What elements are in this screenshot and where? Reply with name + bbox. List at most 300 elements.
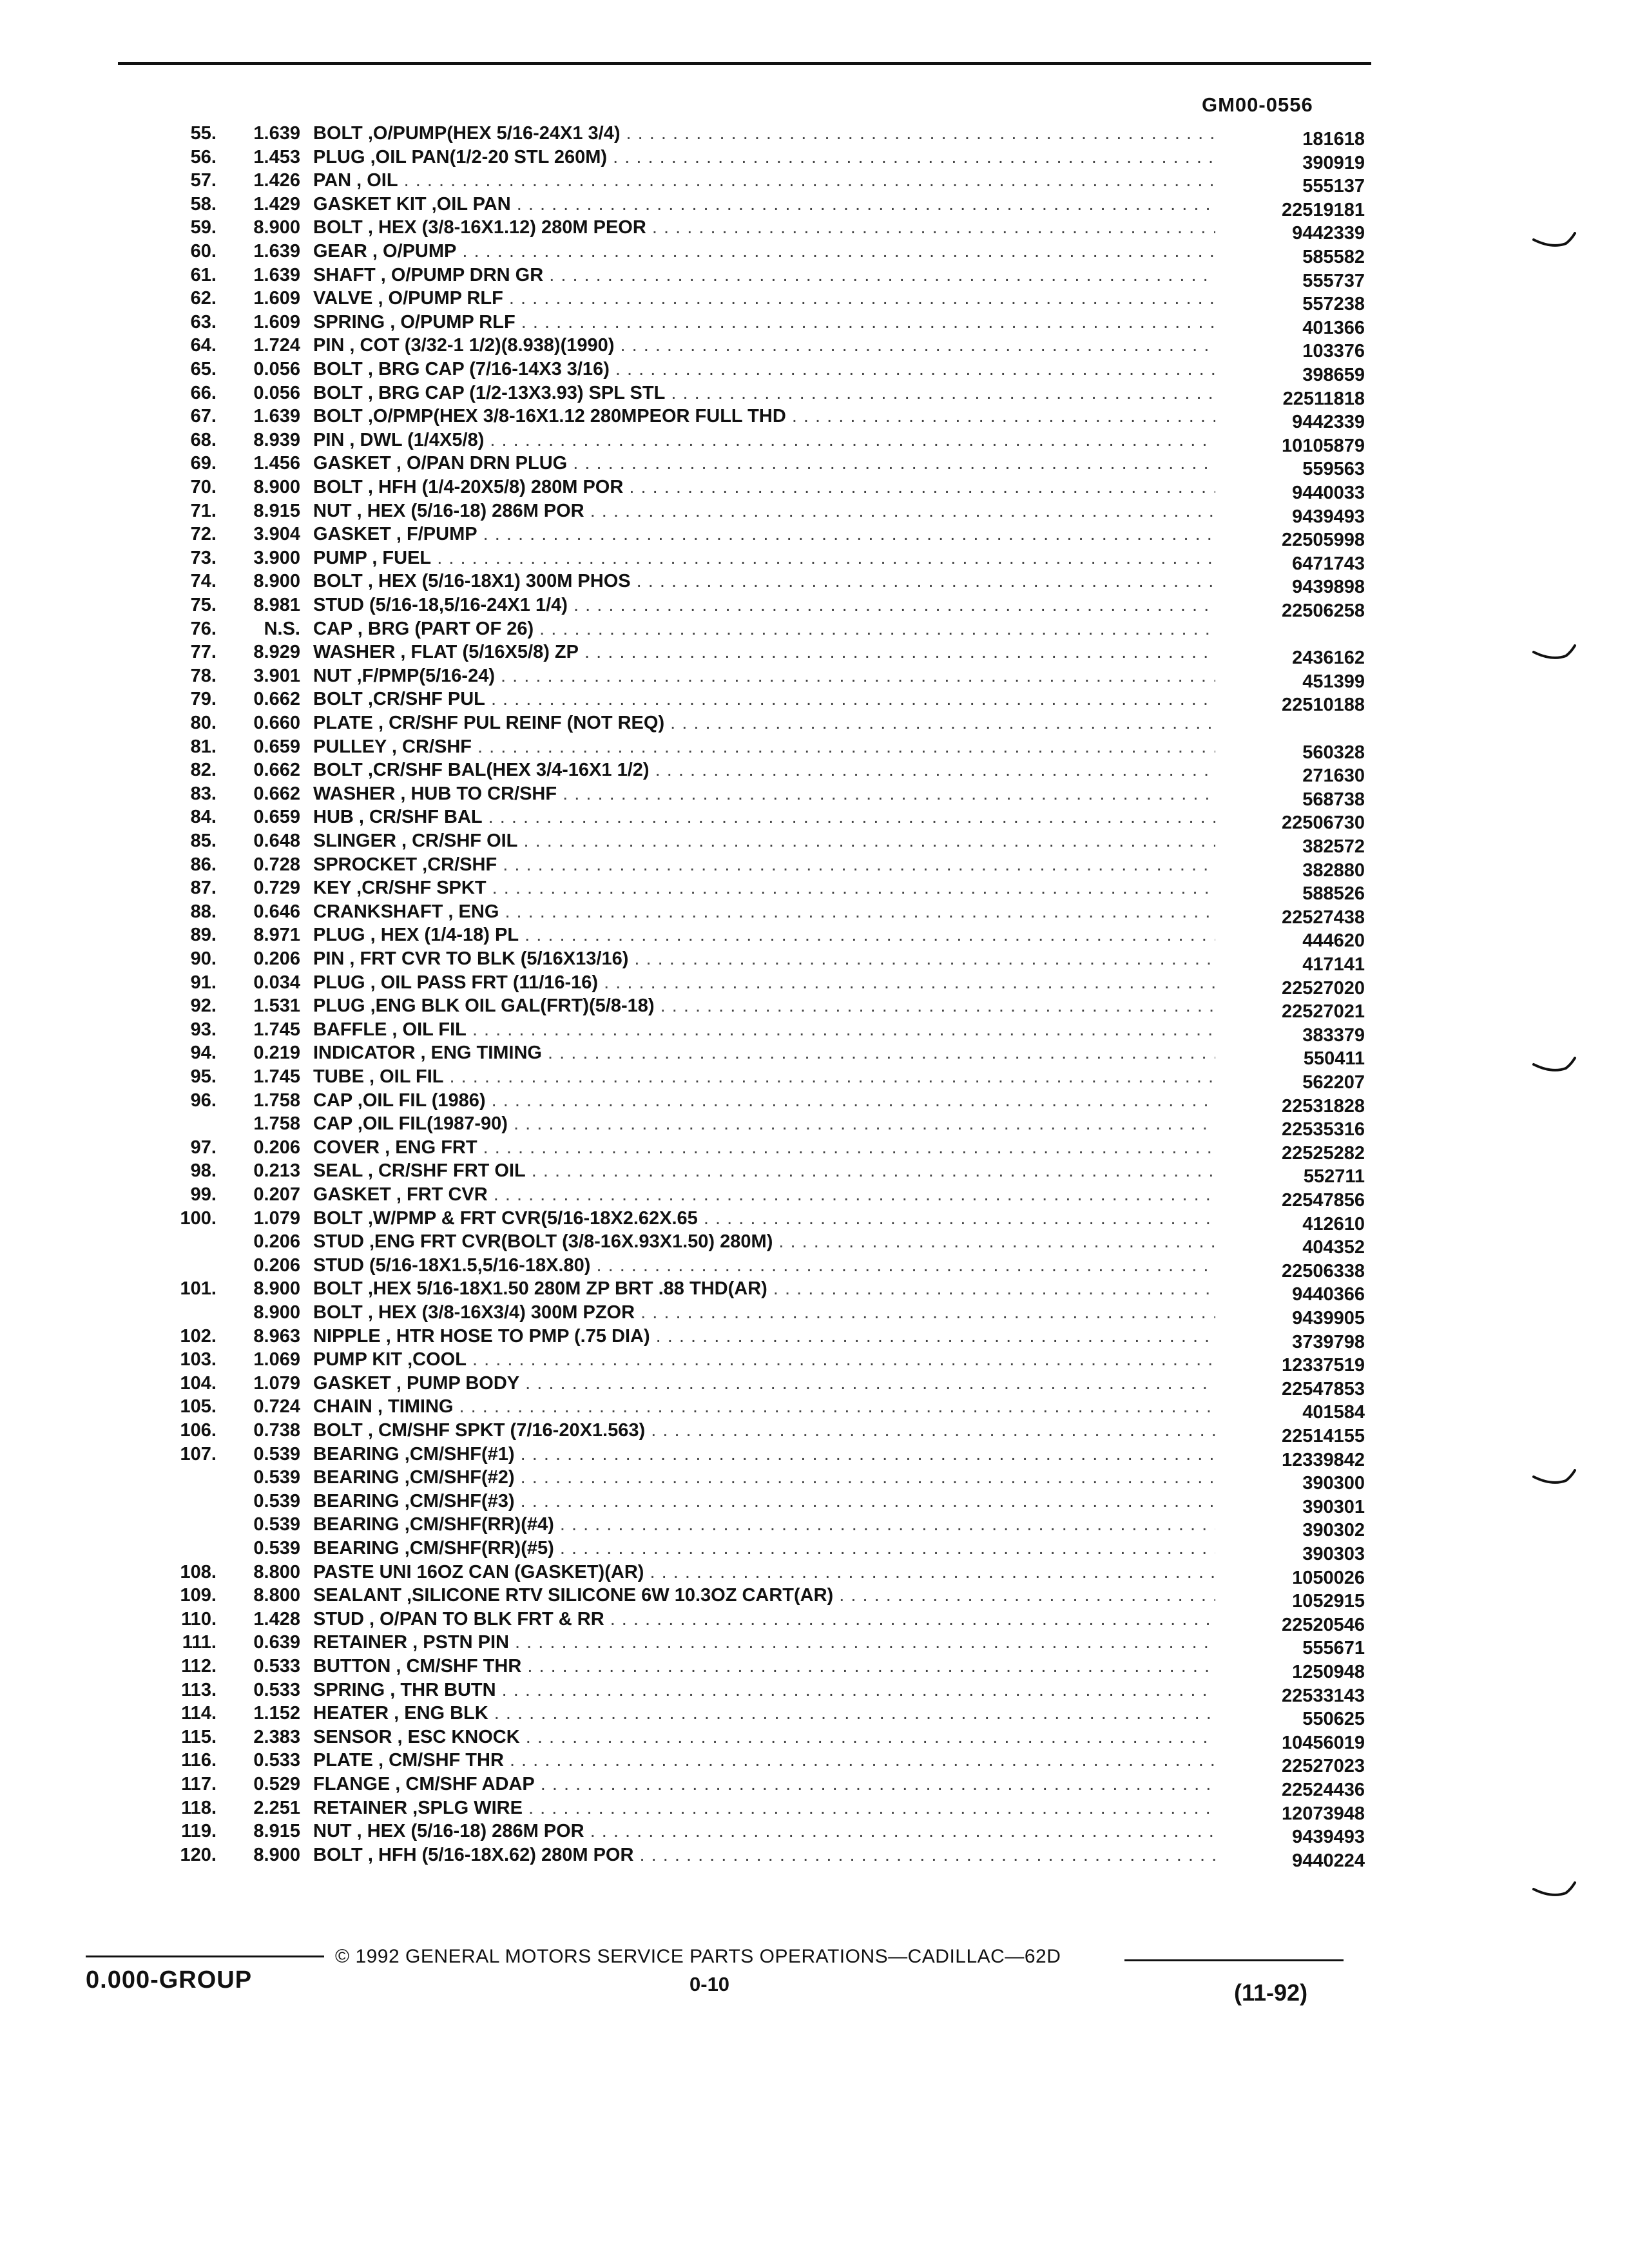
group-number: 0.206 [253, 1137, 300, 1158]
group-number: 8.900 [253, 571, 300, 592]
part-description: PUMP KIT ,COOL . . . [313, 1349, 1215, 1370]
part-number: 9439493 [1292, 506, 1365, 527]
part-description: BOLT , HFH (5/16-18X.62) 280M POR . . . [313, 1844, 1215, 1866]
group-number: 0.662 [253, 760, 300, 781]
part-number: 12337519 [1281, 1355, 1365, 1376]
group-number: 1.639 [253, 264, 300, 285]
part-number: 22520546 [1281, 1614, 1365, 1635]
group-number: 1.079 [253, 1207, 300, 1229]
part-description: SEALANT ,SILICONE RTV SILICONE 6W 10.3OZ CART(AR) . . . [313, 1584, 1215, 1606]
group-number: 2.383 [253, 1726, 300, 1747]
part-description: STUD , O/PAN TO BLK FRT & RR . . . [313, 1608, 1215, 1630]
group-number: 8.900 [253, 477, 300, 497]
part-description: PULLEY , CR/SHF . . . [313, 736, 1215, 758]
ref-number: 113. [181, 1679, 217, 1700]
part-number: 568738 [1302, 789, 1365, 810]
part-number: 560328 [1302, 742, 1365, 763]
ref-number: 95. [190, 1066, 217, 1087]
table-row [0, 1042, 1629, 1070]
table-row [0, 358, 1629, 385]
ref-number: 72. [190, 524, 217, 545]
table-row [0, 594, 1629, 621]
part-description: GEAR , O/PUMP . . . [313, 240, 1215, 262]
ref-number: 101. [180, 1278, 217, 1300]
part-number: 6471743 [1292, 553, 1365, 574]
group-number: 0.207 [253, 1184, 300, 1205]
group-number: 8.800 [253, 1585, 300, 1606]
group-number: 8.963 [253, 1325, 300, 1347]
group-number: 1.639 [253, 123, 300, 144]
table-row [0, 476, 1629, 503]
part-number: 181618 [1302, 129, 1365, 149]
part-description: BOLT ,HEX 5/16-18X1.50 280M ZP BRT .88 THD(AR) . . . [313, 1278, 1215, 1300]
group-number: 8.939 [253, 429, 300, 450]
part-description: BOLT , HEX (3/8-16X3/4) 300M PZOR . . . [313, 1302, 1215, 1323]
part-description: HUB , CR/SHF BAL . . . [313, 806, 1215, 828]
part-description: SHAFT , O/PUMP DRN GR . . . [313, 264, 1215, 286]
ref-number: 103. [180, 1349, 217, 1370]
group-number: 8.800 [253, 1561, 300, 1582]
ref-number: 61. [190, 264, 217, 285]
part-number: 22533143 [1281, 1685, 1365, 1706]
table-row [0, 1231, 1629, 1258]
table-row [0, 452, 1629, 480]
ref-number: 100. [180, 1207, 217, 1229]
table-row [0, 901, 1629, 928]
part-description: SLINGER , CR/SHF OIL . . . [313, 830, 1215, 852]
group-number: 0.034 [253, 972, 300, 993]
group-number: 1.453 [253, 146, 300, 168]
group-number: 0.724 [253, 1396, 300, 1418]
ref-number: 66. [190, 382, 217, 403]
table-row [0, 712, 1629, 734]
part-number: 9440366 [1292, 1284, 1365, 1305]
part-number: 559563 [1302, 459, 1365, 480]
group-number: 0.662 [253, 689, 300, 710]
ref-number: 94. [190, 1043, 217, 1064]
table-row [0, 1773, 1629, 1800]
ref-number: 63. [190, 311, 217, 332]
ref-number: 107. [180, 1443, 217, 1465]
group-number: 8.900 [253, 1278, 300, 1300]
binder-mark-icon [1532, 644, 1577, 661]
part-number: 22505998 [1281, 530, 1365, 551]
ref-number: 79. [190, 689, 217, 710]
part-description: PASTE UNI 16OZ CAN (GASKET)(AR) . . . [313, 1561, 1215, 1583]
part-number: 398659 [1302, 365, 1365, 385]
table-row [0, 759, 1629, 787]
part-description: INDICATOR , ENG TIMING . . . [313, 1042, 1215, 1064]
part-number: 22531828 [1281, 1095, 1365, 1117]
part-number: 12073948 [1281, 1803, 1365, 1824]
part-description: BOLT ,CR/SHF PUL . . . [313, 688, 1215, 710]
part-number: 12339842 [1281, 1449, 1365, 1470]
group-number: 0.639 [253, 1632, 300, 1653]
part-description: BEARING ,CM/SHF(#1) . . . [313, 1443, 1215, 1465]
group-number: 0.539 [253, 1467, 300, 1488]
part-description: BOLT ,W/PMP & FRT CVR(5/16-18X2.62X.65 . . . [313, 1207, 1215, 1229]
table-row [0, 193, 1629, 220]
part-description: CAP ,OIL FIL(1987-90) . . . [313, 1113, 1215, 1135]
group-number: 8.900 [253, 1302, 300, 1323]
table-row [0, 169, 1629, 197]
date-code: (11-92) [1234, 1979, 1308, 2006]
part-description: CHAIN , TIMING . . . [313, 1396, 1215, 1418]
part-description: NIPPLE , HTR HOSE TO PMP (.75 DIA) . . . [313, 1325, 1215, 1347]
group-number: N.S. [264, 618, 300, 639]
part-description: COVER , ENG FRT . . . [313, 1137, 1215, 1158]
ref-number: 73. [190, 547, 217, 568]
ref-number: 93. [190, 1019, 217, 1040]
group-number: 0.206 [253, 1231, 300, 1253]
ref-number: 111. [182, 1632, 217, 1653]
part-number: 22527438 [1281, 907, 1365, 928]
ref-number: 109. [180, 1585, 217, 1606]
part-description: CRANKSHAFT , ENG . . . [313, 901, 1215, 923]
binder-mark-icon [1532, 1469, 1577, 1486]
ref-number: 88. [190, 901, 217, 922]
ref-number: 70. [190, 477, 217, 497]
part-description: BEARING ,CM/SHF(#2) . . . [313, 1466, 1215, 1488]
part-description: PLUG ,OIL PAN(1/2-20 STL 260M) . . . [313, 146, 1215, 168]
part-description: FLANGE , CM/SHF ADAP . . . [313, 1773, 1215, 1795]
part-number: 557238 [1302, 294, 1365, 315]
ref-number: 104. [180, 1372, 217, 1394]
table-row [0, 216, 1629, 244]
table-row [0, 1820, 1629, 1848]
part-number: 550411 [1303, 1048, 1365, 1070]
part-number: 552711 [1303, 1166, 1365, 1187]
ref-number: 120. [180, 1844, 217, 1865]
part-number: 271630 [1302, 765, 1365, 787]
ref-number: 92. [190, 995, 217, 1017]
ref-number: 91. [190, 972, 217, 993]
part-description: VALVE , O/PUMP RLF . . . [313, 287, 1215, 309]
table-row [0, 287, 1629, 315]
binder-mark-icon [1532, 232, 1577, 249]
part-description: GASKET , FRT CVR . . . [313, 1184, 1215, 1206]
part-description: BUTTON , CM/SHF THR . . . [313, 1655, 1215, 1677]
group-number: 3.900 [253, 547, 300, 568]
table-row [0, 1749, 1629, 1777]
part-description: PIN , FRT CVR TO BLK (5/16X13/16) . . . [313, 948, 1215, 970]
ref-number: 96. [190, 1090, 217, 1111]
part-number: 22514155 [1281, 1426, 1365, 1446]
group-number: 0.646 [253, 901, 300, 922]
part-description: BOLT , HEX (3/8-16X1.12) 280M PEOR . . . [313, 216, 1215, 238]
group-number: 0.213 [253, 1160, 300, 1182]
table-row [0, 948, 1629, 975]
ref-number: 117. [181, 1774, 217, 1794]
ref-number: 97. [190, 1137, 217, 1158]
part-number: 1250948 [1292, 1662, 1365, 1682]
part-description: PAN , OIL . . . [313, 169, 1215, 191]
part-description: PLUG , HEX (1/4-18) PL . . . [313, 924, 1215, 946]
ref-number: 76. [190, 618, 217, 639]
part-number: 10105879 [1281, 435, 1365, 456]
table-row [0, 1702, 1629, 1730]
part-number: 2436162 [1292, 648, 1365, 669]
table-row [0, 311, 1629, 338]
part-description: PLATE , CR/SHF PUL REINF (NOT REQ) . . . [313, 712, 1215, 734]
group-number: 8.915 [253, 1821, 300, 1842]
part-description: SEAL , CR/SHF FRT OIL . . . [313, 1160, 1215, 1182]
footer-rule-right [1124, 1959, 1344, 1961]
part-number: 383379 [1302, 1024, 1365, 1046]
part-description: BOLT , BRG CAP (7/16-14X3 3/16) . . . [313, 358, 1215, 380]
table-row [0, 995, 1629, 1023]
part-description: BOLT , BRG CAP (1/2-13X3.93) SPL STL . . . [313, 382, 1215, 404]
group-number: 0.729 [253, 878, 300, 899]
table-row [0, 1443, 1629, 1470]
top-rule [118, 62, 1371, 65]
table-row [0, 854, 1629, 881]
part-description: BOLT , HFH (1/4-20X5/8) 280M POR . . . [313, 476, 1215, 498]
ref-number: 74. [190, 571, 217, 592]
table-row [0, 1184, 1629, 1211]
table-row [0, 1160, 1629, 1187]
group-number: 0.056 [253, 382, 300, 403]
table-row [0, 1466, 1629, 1494]
group-number: 1.456 [253, 453, 300, 474]
table-row [0, 1419, 1629, 1446]
part-description: TUBE , OIL FIL . . . [313, 1066, 1215, 1088]
group-number: 0.056 [253, 359, 300, 380]
ref-number: 110. [181, 1608, 217, 1629]
ref-number: 78. [190, 665, 217, 686]
table-row [0, 641, 1629, 669]
table-row [0, 1537, 1629, 1564]
part-number: 9442339 [1292, 223, 1365, 244]
group-number: 1.428 [253, 1608, 300, 1629]
table-row [0, 736, 1629, 763]
part-description: PUMP , FUEL . . . [313, 547, 1215, 569]
part-description: BEARING ,CM/SHF(RR)(#4) . . . [313, 1514, 1215, 1535]
part-number: 401366 [1302, 317, 1365, 338]
table-row [0, 1844, 1629, 1871]
table-row [0, 1655, 1629, 1682]
group-number: 0.539 [253, 1490, 300, 1512]
table-row [0, 1066, 1629, 1093]
part-description: STUD ,ENG FRT CVR(BOLT (3/8-16X.93X1.50) 280M) . . . [313, 1231, 1215, 1253]
group-number: 0.738 [253, 1420, 300, 1441]
table-row [0, 1608, 1629, 1635]
group-number: 1.531 [253, 995, 300, 1017]
ref-number: 106. [180, 1420, 217, 1441]
table-row [0, 618, 1629, 640]
ref-number: 57. [190, 170, 217, 191]
group-number: 0.219 [253, 1043, 300, 1064]
table-row [0, 783, 1629, 810]
table-row [0, 1514, 1629, 1541]
part-number: 103376 [1302, 341, 1365, 362]
ref-number: 86. [190, 854, 217, 875]
copyright-line: © 1992 GENERAL MOTORS SERVICE PARTS OPERATIONS—CADILLAC—62D [335, 1946, 1061, 1967]
part-description: KEY ,CR/SHF SPKT . . . [313, 877, 1215, 899]
part-number: 451399 [1302, 671, 1365, 692]
ref-number: 116. [181, 1750, 217, 1771]
part-description: RETAINER , PSTN PIN . . . [313, 1631, 1215, 1653]
table-row [0, 1302, 1629, 1329]
part-description: STUD (5/16-18X1.5,5/16-18X.80) . . . [313, 1254, 1215, 1276]
group-number: 1.639 [253, 241, 300, 262]
ref-number: 80. [190, 713, 217, 733]
ref-number: 99. [190, 1184, 217, 1205]
part-description: SPRING , O/PUMP RLF . . . [313, 311, 1215, 333]
group-number: 0.533 [253, 1656, 300, 1677]
part-description: BEARING ,CM/SHF(RR)(#5) . . . [313, 1537, 1215, 1559]
group-number: 3.904 [253, 524, 300, 545]
group-number: 1.745 [253, 1019, 300, 1040]
ref-number: 62. [190, 288, 217, 309]
table-row [0, 146, 1629, 173]
part-number: 22519181 [1281, 199, 1365, 220]
part-description: CAP , BRG (PART OF 26) . . . [313, 618, 1215, 640]
table-row [0, 122, 1629, 149]
ref-number: 112. [181, 1656, 217, 1677]
part-description: GASKET , O/PAN DRN PLUG . . . [313, 452, 1215, 474]
ref-number: 83. [190, 783, 217, 804]
part-number: 22535316 [1281, 1119, 1365, 1140]
table-row [0, 1278, 1629, 1305]
ref-number: 114. [181, 1703, 217, 1724]
part-number: 9439493 [1292, 1827, 1365, 1848]
part-number: 390301 [1302, 1496, 1365, 1517]
part-description: SENSOR , ESC KNOCK . . . [313, 1726, 1215, 1748]
page-number: 0-10 [689, 1973, 730, 1995]
group-label: 0.000-GROUP [86, 1966, 253, 1994]
group-number: 8.915 [253, 500, 300, 521]
part-number: 22511818 [1282, 388, 1365, 409]
part-description: HEATER , ENG BLK . . . [313, 1702, 1215, 1724]
group-number: 1.609 [253, 311, 300, 332]
table-row [0, 972, 1629, 999]
group-number: 8.929 [253, 642, 300, 663]
table-row [0, 1396, 1629, 1423]
group-number: 1.429 [253, 193, 300, 215]
table-row [0, 924, 1629, 952]
part-number: 390303 [1302, 1544, 1365, 1564]
part-description: CAP ,OIL FIL (1986) . . . [313, 1090, 1215, 1111]
part-number: 390300 [1302, 1473, 1365, 1494]
table-row [0, 429, 1629, 456]
ref-number: 55. [190, 123, 217, 144]
table-row [0, 1325, 1629, 1352]
part-number: 382880 [1302, 860, 1365, 881]
part-number: 22506730 [1281, 812, 1365, 834]
part-description: WASHER , FLAT (5/16X5/8) ZP . . . [313, 641, 1215, 663]
ref-number: 115. [181, 1726, 217, 1747]
table-row [0, 1584, 1629, 1612]
ref-number: 90. [190, 948, 217, 969]
group-number: 0.533 [253, 1750, 300, 1771]
ref-number: 75. [190, 595, 217, 615]
part-description: BOLT ,O/PMP(HEX 3/8-16X1.12 280MPEOR FULL THD . . . [313, 405, 1215, 427]
group-number: 8.900 [253, 1844, 300, 1865]
part-description: PIN , COT (3/32-1 1/2)(8.938)(1990) . . . [313, 334, 1215, 356]
table-row [0, 1113, 1629, 1140]
part-number: 22506338 [1281, 1260, 1365, 1282]
group-number: 1.069 [253, 1349, 300, 1370]
table-row [0, 1372, 1629, 1399]
ref-number: 98. [190, 1160, 217, 1182]
table-row [0, 405, 1629, 433]
table-row [0, 1207, 1629, 1235]
part-number: 390302 [1302, 1520, 1365, 1541]
table-row [0, 806, 1629, 834]
part-number: 1052915 [1292, 1591, 1365, 1612]
ref-number: 59. [190, 217, 217, 238]
part-description: PIN , DWL (1/4X5/8) . . . [313, 429, 1215, 451]
ref-number: 118. [181, 1797, 217, 1818]
part-description: SPRING , THR BUTN . . . [313, 1679, 1215, 1701]
group-number: 0.728 [253, 854, 300, 875]
table-row [0, 570, 1629, 598]
part-number: 401584 [1302, 1402, 1365, 1423]
part-number: 22510188 [1281, 695, 1365, 716]
part-number: 382572 [1302, 836, 1365, 857]
document-id: GM00-0556 [1202, 93, 1313, 116]
part-description: GASKET , F/PUMP . . . [313, 523, 1215, 545]
part-number: 9440033 [1292, 483, 1365, 503]
group-number: 0.660 [253, 713, 300, 733]
group-number: 0.529 [253, 1774, 300, 1794]
group-number: 3.901 [253, 665, 300, 686]
group-number: 0.206 [253, 948, 300, 969]
ref-number: 67. [190, 406, 217, 427]
table-row [0, 240, 1629, 267]
ref-number: 65. [190, 359, 217, 380]
table-row [0, 382, 1629, 409]
part-description: NUT , HEX (5/16-18) 286M POR . . . [313, 1820, 1215, 1842]
group-number: 0.539 [253, 1443, 300, 1465]
part-number: 404352 [1302, 1237, 1365, 1258]
ref-number: 58. [190, 193, 217, 215]
ref-number: 89. [190, 925, 217, 946]
table-row [0, 830, 1629, 857]
group-number: 1.724 [253, 335, 300, 356]
ref-number: 71. [190, 500, 217, 521]
part-number: 9439905 [1292, 1308, 1365, 1329]
part-description: WASHER , HUB TO CR/SHF . . . [313, 783, 1215, 805]
part-description: RETAINER ,SPLG WIRE . . . [313, 1797, 1215, 1819]
part-description: STUD (5/16-18,5/16-24X1 1/4) . . . [313, 594, 1215, 616]
group-number: 0.662 [253, 783, 300, 804]
table-row [0, 1019, 1629, 1046]
part-number: 555737 [1302, 270, 1365, 291]
ref-number: 64. [190, 335, 217, 356]
part-number: 9442339 [1292, 412, 1365, 433]
part-number: 390919 [1302, 152, 1365, 173]
group-number: 2.251 [253, 1797, 300, 1818]
part-description: BAFFLE , OIL FIL . . . [313, 1019, 1215, 1041]
table-row [0, 523, 1629, 551]
table-row [0, 877, 1629, 905]
part-description: GASKET KIT ,OIL PAN . . . [313, 193, 1215, 215]
ref-number: 69. [190, 453, 217, 474]
group-number: 0.648 [253, 831, 300, 851]
group-number: 0.533 [253, 1679, 300, 1700]
part-number: 22527021 [1281, 1001, 1365, 1023]
group-number: 8.900 [253, 217, 300, 238]
group-number: 1.426 [253, 170, 300, 191]
ref-number: 81. [190, 736, 217, 757]
part-number: 22527020 [1281, 977, 1365, 999]
ref-number: 60. [190, 241, 217, 262]
table-row [0, 500, 1629, 527]
part-description: NUT , HEX (5/16-18) 286M POR . . . [313, 500, 1215, 522]
part-number: 417141 [1302, 954, 1365, 975]
